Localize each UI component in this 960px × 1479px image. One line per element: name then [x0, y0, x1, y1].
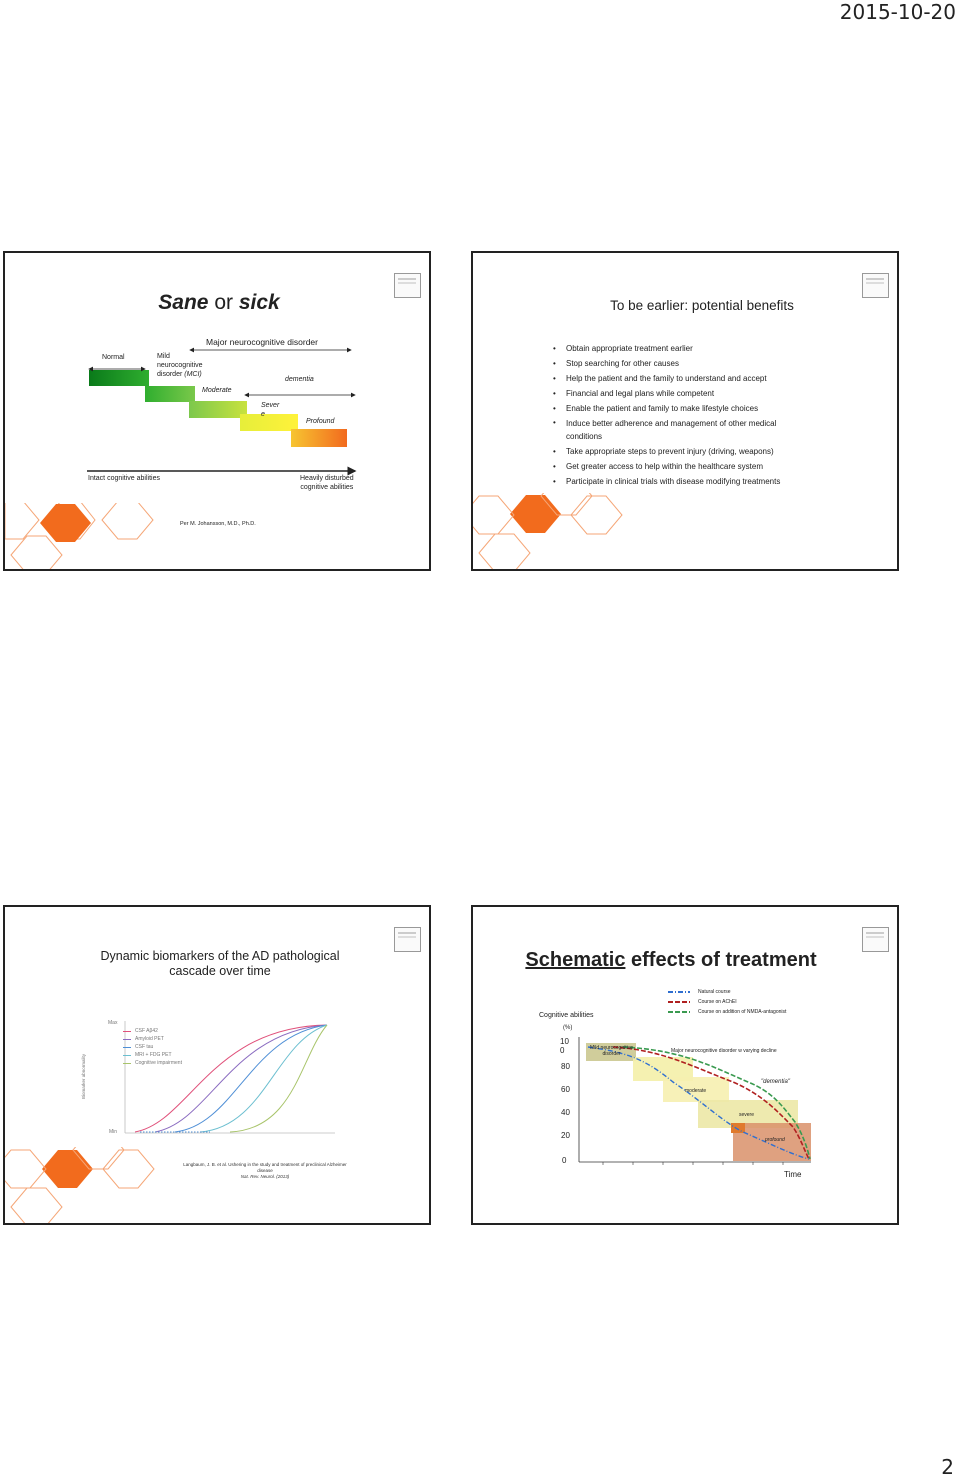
- list-item: • Take appropriate steps to prevent injury (driving, weapons): [553, 444, 873, 459]
- hexagon-decoration: [5, 503, 185, 571]
- treatment-effects-chart: [473, 907, 899, 1225]
- list-item: • Help the patient and the family to understand and accept: [553, 371, 873, 386]
- label-mci: Mild neurocognitive disorder (MCI): [157, 353, 203, 378]
- slide-title: Dynamic biomarkers of the AD pathological cascade over time: [100, 949, 340, 978]
- list-item: • Obtain appropriate treatment earlier: [553, 341, 873, 356]
- slide-title: Sane or sick: [158, 291, 280, 314]
- y-tick: 60: [561, 1085, 570, 1094]
- slide-schematic-treatment: [471, 905, 899, 1225]
- list-item: • Induce better adherence and management of other medical conditions: [553, 416, 803, 444]
- stage-label-moderate: moderate: [685, 1088, 707, 1094]
- list-item: • Financial and legal plans while competent: [553, 386, 873, 401]
- label-normal: Normal: [102, 354, 125, 361]
- y-axis-label: Biomarker abnormality: [81, 1053, 86, 1099]
- y-tick-min: Min: [109, 1129, 118, 1135]
- benefits-list: [553, 341, 873, 489]
- legend-item: Course on addition of NMDA-antagonist: [698, 1008, 787, 1015]
- x-axis-ticks: [603, 1162, 783, 1165]
- stage-bar-normal: [89, 370, 149, 386]
- label-profound: Profound: [306, 418, 335, 425]
- legend-item: Cognitive impairment: [123, 1059, 182, 1067]
- stage-box-profound-accent: [731, 1123, 745, 1133]
- y-tick: 10: [560, 1037, 569, 1046]
- list-item: • Enable the patient and family to make lifestyle choices: [553, 401, 873, 416]
- label-dementia: dementia: [285, 376, 314, 383]
- y-tick: 0: [560, 1046, 565, 1055]
- legend-item: Course on AChEI: [698, 998, 737, 1005]
- stage-bar-moderate: [189, 401, 247, 418]
- y-tick: 20: [561, 1131, 570, 1140]
- citation: Langbaum, J. B. et al. Ushering in the study and treatment of preclinical Alzheimer disease Nat. Rev. Neurol. (2013): [183, 1162, 347, 1179]
- y-tick: 80: [561, 1062, 570, 1071]
- y-axis-unit: (%): [563, 1025, 573, 1031]
- series-line-csf-tau: [175, 1025, 327, 1132]
- legend-item: CSF Aβ42: [123, 1027, 182, 1035]
- page-number: 2: [941, 1455, 954, 1479]
- label-intact-abilities: Intact cognitive abilities: [88, 475, 160, 482]
- page-date: 2015-10-20: [839, 0, 956, 24]
- label-heavily-disturbed: Heavily disturbed cognitive abilities: [300, 475, 354, 491]
- stage-label-dementia: "dementia": [761, 1079, 790, 1085]
- y-axis-label: Cognitive abilities: [539, 1012, 594, 1019]
- stage-bar-profound: [291, 429, 347, 447]
- y-tick: 0: [562, 1156, 567, 1165]
- legend-item: CSF tau: [123, 1043, 182, 1051]
- list-item: • Stop searching for other causes: [553, 356, 873, 371]
- legend-item: Amyloid PET: [123, 1035, 182, 1043]
- legend-item: MRI + FDG PET: [123, 1051, 182, 1059]
- chart-legend: [123, 1027, 182, 1067]
- y-tick: 40: [561, 1108, 570, 1117]
- slide-dynamic-biomarkers: [3, 905, 431, 1225]
- stage-label-mci: Mild neurocognitive disorder: [590, 1045, 634, 1058]
- series-line-cognitive: [230, 1025, 327, 1132]
- list-item: • Get greater access to help within the healthcare system: [553, 459, 873, 474]
- author-credit: Per M. Johansson, M.D., Ph.D.: [180, 521, 256, 527]
- slide-potential-benefits: [471, 251, 899, 571]
- list-item: • Participate in clinical trials with disease modifying treatments: [553, 474, 873, 489]
- stage-label-major: Major neurocognitive disorder w varying decline: [671, 1048, 777, 1054]
- slide-title: Schematic effects of treatment: [525, 949, 817, 971]
- series-line-mri-fdg: [200, 1025, 327, 1132]
- slide-sane-or-sick: [3, 251, 431, 571]
- hexagon-decoration: [5, 1147, 185, 1225]
- hexagon-decoration: [473, 493, 653, 571]
- stage-label-severe: severe: [739, 1112, 755, 1118]
- label-severe: Sever e: [261, 402, 280, 418]
- label-moderate: Moderate: [202, 387, 232, 394]
- slide-title: To be earlier: potential benefits: [610, 298, 794, 313]
- x-axis-label: Time: [784, 1170, 802, 1179]
- stage-bar-mci: [145, 386, 195, 402]
- stage-label-profound: profound: [765, 1137, 785, 1143]
- label-major-disorder: Major neurocognitive disorder: [206, 337, 318, 347]
- y-tick-max: Max: [108, 1020, 118, 1026]
- legend-item: Natural course: [698, 988, 731, 995]
- slide-logo-thumbnail: [862, 273, 889, 298]
